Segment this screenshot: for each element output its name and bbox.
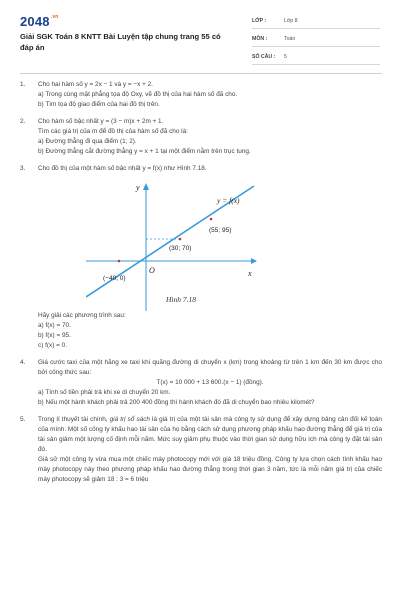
x-axis-arrow bbox=[251, 258, 257, 264]
question-paragraph: Giả sử một công ty vừa mua một chiếc máy photocopy mới với giá 18 triệu đồng. Công ty lựa chọn cách tính khấu hao máy photocopy này theo phương pháp khấu hao đường thẳng trong thời gian 3 năm, tức là mỗi năm giá trị của chiếc máy photocopy sẽ giảm 18 : 3 = 6 triệu bbox=[38, 456, 382, 483]
question-intro: Cho đồ thị của một hàm số bậc nhất y = f(x) như Hình 7.18. bbox=[38, 165, 207, 172]
meta-value: Lớp 8 bbox=[284, 18, 298, 24]
y-axis-arrow bbox=[143, 183, 149, 190]
meta-row-count bbox=[252, 50, 380, 65]
text-run: là giá trị của một tài sản mà công ty sử dụng để xây dựng bảng cân đối kế toán của mình. Một số công ty khấu hao tài sản của họ bằng cách sử dụng phương pháp khấu hao đường thẳng để giá trị của tài sản giảm một lượng cố định mỗi năm. Mức suy giảm phụ thuộc vào thời gian sử dụng hữu ích mà công ty đặt tài sản đó. bbox=[38, 416, 382, 453]
question-line: Cho hàm số bậc nhất y = (3 − m)x + 2m + 1. bbox=[38, 118, 164, 125]
question-paragraph bbox=[38, 415, 382, 455]
term-italic: giá trị sổ sách bbox=[109, 416, 150, 423]
question-line: Tìm các giá trị của m để đồ thị của hàm số đã cho là: bbox=[38, 128, 188, 135]
meta-key: MÔN : bbox=[252, 36, 268, 42]
meta-value: Toán bbox=[284, 36, 296, 42]
question-2 bbox=[20, 117, 382, 157]
site-logo[interactable] bbox=[20, 14, 59, 29]
question-number: 4. bbox=[20, 359, 26, 366]
question-list bbox=[20, 80, 382, 492]
question-4 bbox=[20, 358, 382, 408]
question-formula: T(x) = 10 000 + 13 600.(x − 1) (đồng). bbox=[156, 379, 264, 386]
point-label: (55; 95) bbox=[209, 227, 232, 234]
question-number: 1. bbox=[20, 81, 26, 88]
question-number: 5. bbox=[20, 416, 26, 423]
point-label: (30; 70) bbox=[169, 245, 192, 252]
question-line: a) Đường thẳng đi qua điểm (1; 2). bbox=[38, 138, 137, 145]
origin-label: O bbox=[149, 266, 155, 275]
x-axis-label: x bbox=[248, 269, 252, 278]
point-30-70 bbox=[179, 238, 182, 241]
graph-svg bbox=[86, 176, 286, 311]
question-line: Cho hai hàm số y = 2x − 1 và y = −x + 2. bbox=[38, 81, 153, 88]
point-neg40-0 bbox=[118, 260, 121, 263]
header-divider bbox=[20, 73, 382, 74]
question-line: b) Đường thẳng cắt đường thẳng y = x + 1 tại một điểm nằm trên trục tung. bbox=[38, 148, 251, 155]
question-3 bbox=[20, 164, 382, 351]
question-1 bbox=[20, 80, 382, 110]
figure-7-18 bbox=[86, 176, 286, 311]
figure-caption: Hình 7.18 bbox=[166, 295, 196, 304]
question-number: 2. bbox=[20, 118, 26, 125]
question-5 bbox=[20, 415, 382, 485]
meta-key: LỚP : bbox=[252, 18, 267, 24]
text-run: Trong lí thuyết tài chính, bbox=[38, 416, 110, 423]
meta-key: SỐ CÂU : bbox=[252, 54, 276, 60]
logo-suffix: .vn bbox=[50, 14, 59, 20]
question-line: a) Trong cùng mặt phẳng tọa độ Oxy, vẽ đồ thị của hai hàm số đã cho. bbox=[38, 91, 238, 98]
y-axis-label: y bbox=[136, 183, 140, 192]
question-line: b) f(x) = 95. bbox=[38, 332, 71, 339]
question-line: a) f(x) = 70. bbox=[38, 322, 71, 329]
page-title: Giải SGK Toán 8 KNTT Bài Luyện tập chung trang 55 có đáp án bbox=[20, 32, 221, 52]
meta-row-class bbox=[252, 14, 380, 29]
meta-value: 5 bbox=[284, 54, 287, 60]
logo-text: 2048 bbox=[20, 14, 50, 29]
question-line: a) Tính số tiền phải trả khi xe di chuyển 20 km. bbox=[38, 389, 171, 396]
question-line: c) f(x) = 0. bbox=[38, 342, 67, 349]
point-label: (−40; 0) bbox=[103, 275, 126, 282]
question-number: 3. bbox=[20, 165, 26, 172]
page-header bbox=[0, 0, 400, 70]
question-line: b) Tìm tọa độ giao điểm của hai đồ thị trên. bbox=[38, 101, 160, 108]
meta-table bbox=[252, 14, 380, 68]
meta-row-subject bbox=[252, 32, 380, 47]
question-line: Hãy giải các phương trình sau: bbox=[38, 312, 126, 319]
line-label: y = f(x) bbox=[217, 196, 240, 205]
point-55-95 bbox=[210, 218, 213, 221]
question-intro: Giá cước taxi của một hãng xe taxi khi quãng đường di chuyển x (km) trong khoảng từ trên 1 km đến 30 km được cho bởi công thức sau: bbox=[38, 359, 382, 376]
question-line: b) Nếu một hành khách phải trả 200 400 đồng thì hành khách đó đã di chuyển bao nhiêu kilomét? bbox=[38, 399, 315, 406]
